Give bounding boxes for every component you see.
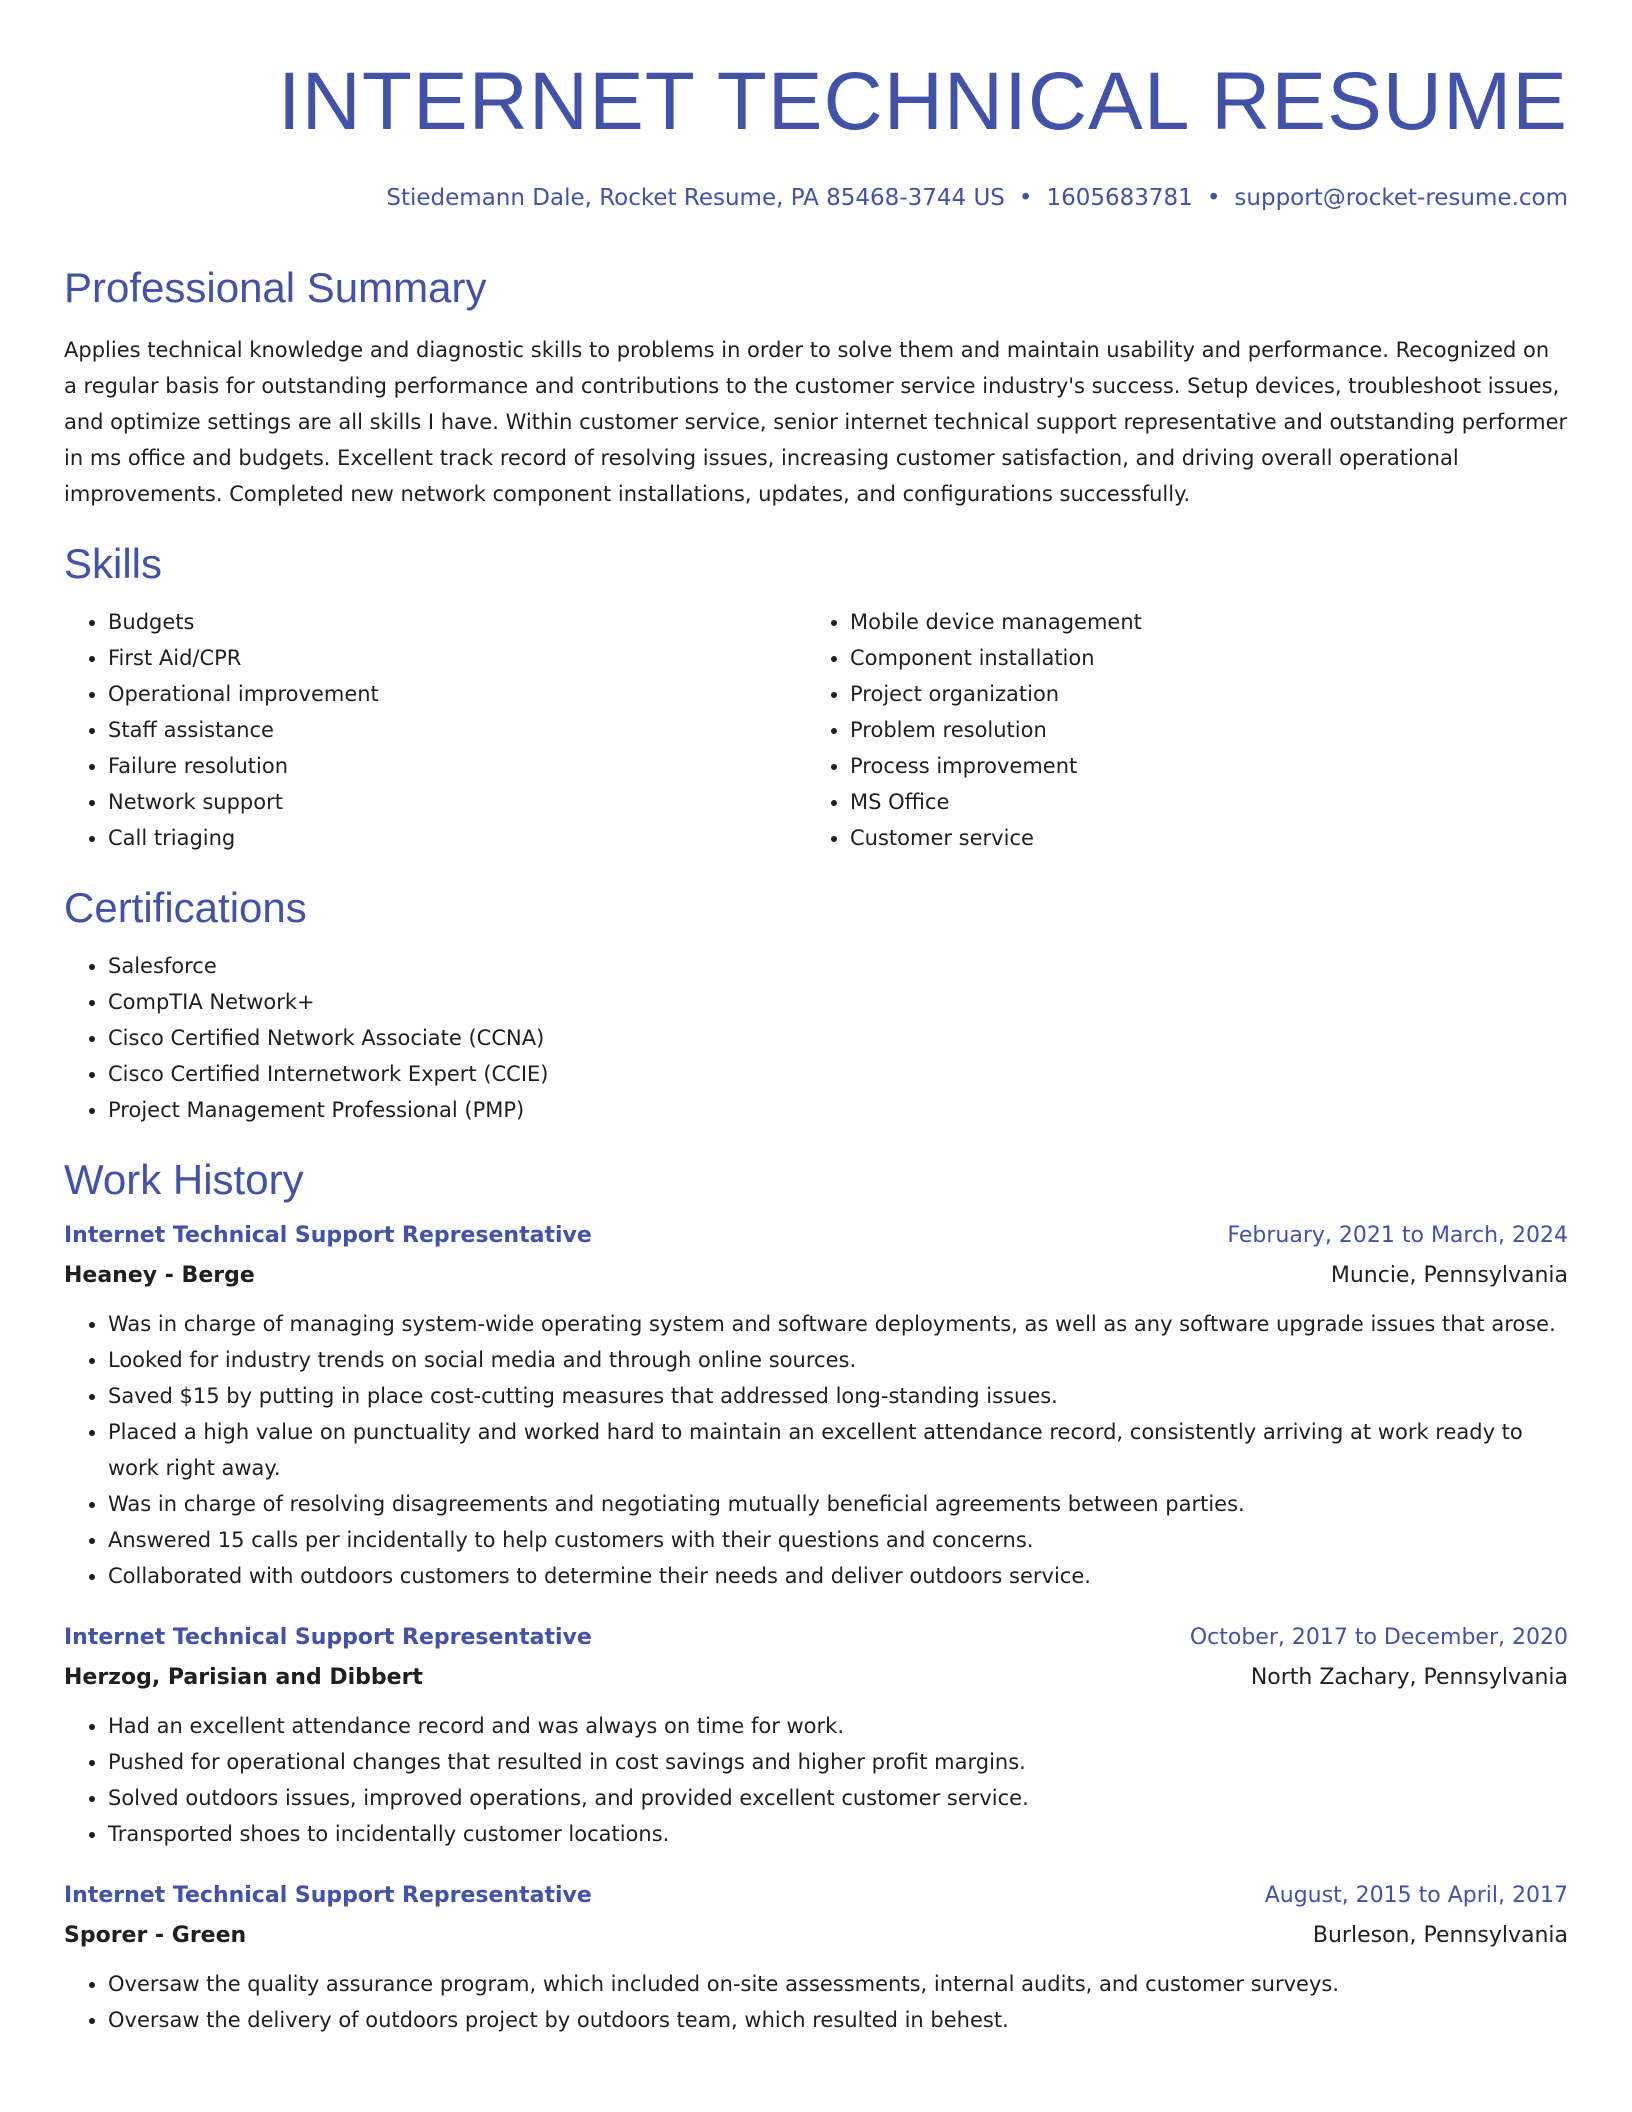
skills-list-left bbox=[64, 604, 806, 856]
skill-item: • Project organization bbox=[850, 676, 1568, 712]
skill-item: • Component installation bbox=[850, 640, 1568, 676]
certifications-section bbox=[64, 880, 1568, 1128]
skill-item: • MS Office bbox=[850, 784, 1568, 820]
contact-email[interactable]: support@rocket-resume.com bbox=[1234, 185, 1568, 211]
job-company-row bbox=[64, 1916, 1568, 1956]
job-bullet: • Answered 15 calls per incidentally to help customers with their questions and concerns. bbox=[108, 1522, 1568, 1558]
job-location: Burleson, Pennsylvania bbox=[1312, 1923, 1568, 1948]
skill-item: • Call triaging bbox=[108, 820, 806, 856]
skills-columns bbox=[64, 592, 1568, 856]
skill-item: • Budgets bbox=[108, 604, 806, 640]
job-entry bbox=[64, 1876, 1568, 2038]
job-bullet: • Oversaw the delivery of outdoors project by outdoors team, which resulted in behest. bbox=[108, 2002, 1568, 2038]
job-dates: February, 2021 to March, 2024 bbox=[1227, 1223, 1568, 1248]
job-bullet: • Solved outdoors issues, improved operations, and provided excellent customer service. bbox=[108, 1780, 1568, 1816]
skill-item: • First Aid/CPR bbox=[108, 640, 806, 676]
job-dates: October, 2017 to December, 2020 bbox=[1189, 1625, 1568, 1650]
certification-item: • Salesforce bbox=[108, 948, 1568, 984]
contact-separator: • bbox=[1018, 185, 1033, 211]
certifications-heading: Certifications bbox=[64, 884, 307, 931]
work-history-heading: Work History bbox=[64, 1156, 304, 1203]
job-bullet: • Was in charge of managing system-wide operating system and software deployments, as well as any software upgrade issues that arose. bbox=[108, 1306, 1568, 1342]
job-bullet: • Was in charge of resolving disagreements and negotiating mutually beneficial agreements between parties. bbox=[108, 1486, 1568, 1522]
certification-item: • Cisco Certified Internetwork Expert (CCIE) bbox=[108, 1056, 1568, 1092]
job-company-row bbox=[64, 1256, 1568, 1296]
certifications-list bbox=[64, 948, 1568, 1128]
job-bullet: • Placed a high value on punctuality and worked hard to maintain an excellent attendance record, consistently arriving at work ready to work right away. bbox=[108, 1414, 1568, 1486]
job-header-row bbox=[64, 1618, 1568, 1658]
job-bullet: • Collaborated with outdoors customers to determine their needs and deliver outdoors service. bbox=[108, 1558, 1568, 1594]
job-title: Internet Technical Support Representative bbox=[64, 1883, 592, 1908]
resume-title: INTERNET TECHNICAL RESUME bbox=[277, 56, 1568, 147]
work-history-section bbox=[64, 1152, 1568, 2038]
contact-separator: • bbox=[1206, 185, 1221, 211]
job-bullets bbox=[64, 1966, 1568, 2038]
job-company: Herzog, Parisian and Dibbert bbox=[64, 1665, 423, 1690]
job-bullet: • Looked for industry trends on social media and through online sources. bbox=[108, 1342, 1568, 1378]
summary-text: Applies technical knowledge and diagnostic skills to problems in order to solve them and maintain usability and performance. Recognized on a regular basis for outstanding performance and contributions to the customer service industry's success. Setup devices, troubleshoot issues, and optimize settings are all skills I have. Within customer service, senior internet technical support representative and outstanding performer in ms office and budgets. Excellent track record of resolving issues, increasing customer satisfaction, and driving overall operational improvements. Completed new network component installations, updates, and configurations successfully. bbox=[64, 338, 1568, 506]
job-company: Heaney - Berge bbox=[64, 1263, 255, 1288]
skill-item: • Process improvement bbox=[850, 748, 1568, 784]
job-bullets bbox=[64, 1306, 1568, 1594]
job-bullet: • Saved $15 by putting in place cost-cutting measures that addressed long-standing issues. bbox=[108, 1378, 1568, 1414]
skill-item: • Operational improvement bbox=[108, 676, 806, 712]
job-bullet: • Oversaw the quality assurance program, which included on-site assessments, internal audits, and customer surveys. bbox=[108, 1966, 1568, 2002]
job-bullet: • Pushed for operational changes that resulted in cost savings and higher profit margins. bbox=[108, 1744, 1568, 1780]
certification-item: • Cisco Certified Network Associate (CCNA) bbox=[108, 1020, 1568, 1056]
skill-item: • Staff assistance bbox=[108, 712, 806, 748]
certification-item: • CompTIA Network+ bbox=[108, 984, 1568, 1020]
contact-phone: 1605683781 bbox=[1046, 185, 1193, 211]
job-company: Sporer - Green bbox=[64, 1923, 247, 1948]
skill-item: • Customer service bbox=[850, 820, 1568, 856]
job-company-row bbox=[64, 1658, 1568, 1698]
skills-heading: Skills bbox=[64, 540, 163, 587]
skill-item: • Problem resolution bbox=[850, 712, 1568, 748]
job-entry bbox=[64, 1216, 1568, 1594]
summary-heading: Professional Summary bbox=[64, 264, 487, 311]
skill-item: • Failure resolution bbox=[108, 748, 806, 784]
skill-item: • Network support bbox=[108, 784, 806, 820]
job-entry bbox=[64, 1618, 1568, 1852]
job-list bbox=[64, 1216, 1568, 2038]
contact-line bbox=[64, 182, 1568, 214]
job-bullets bbox=[64, 1708, 1568, 1852]
certification-item: • Project Management Professional (PMP) bbox=[108, 1092, 1568, 1128]
job-location: North Zachary, Pennsylvania bbox=[1250, 1665, 1568, 1690]
contact-address: Stiedemann Dale, Rocket Resume, PA 85468-3744 US bbox=[386, 185, 1005, 211]
job-bullet: • Had an excellent attendance record and was always on time for work. bbox=[108, 1708, 1568, 1744]
job-dates: August, 2015 to April, 2017 bbox=[1264, 1883, 1568, 1908]
job-header-row bbox=[64, 1216, 1568, 1256]
skill-item: • Mobile device management bbox=[850, 604, 1568, 640]
job-title: Internet Technical Support Representative bbox=[64, 1625, 592, 1650]
skills-list-right bbox=[806, 604, 1568, 856]
job-header-row bbox=[64, 1876, 1568, 1916]
summary-section bbox=[64, 260, 1568, 512]
job-bullet: • Transported shoes to incidentally customer locations. bbox=[108, 1816, 1568, 1852]
job-title: Internet Technical Support Representative bbox=[64, 1223, 592, 1248]
job-location: Muncie, Pennsylvania bbox=[1330, 1263, 1568, 1288]
skills-section bbox=[64, 536, 1568, 856]
